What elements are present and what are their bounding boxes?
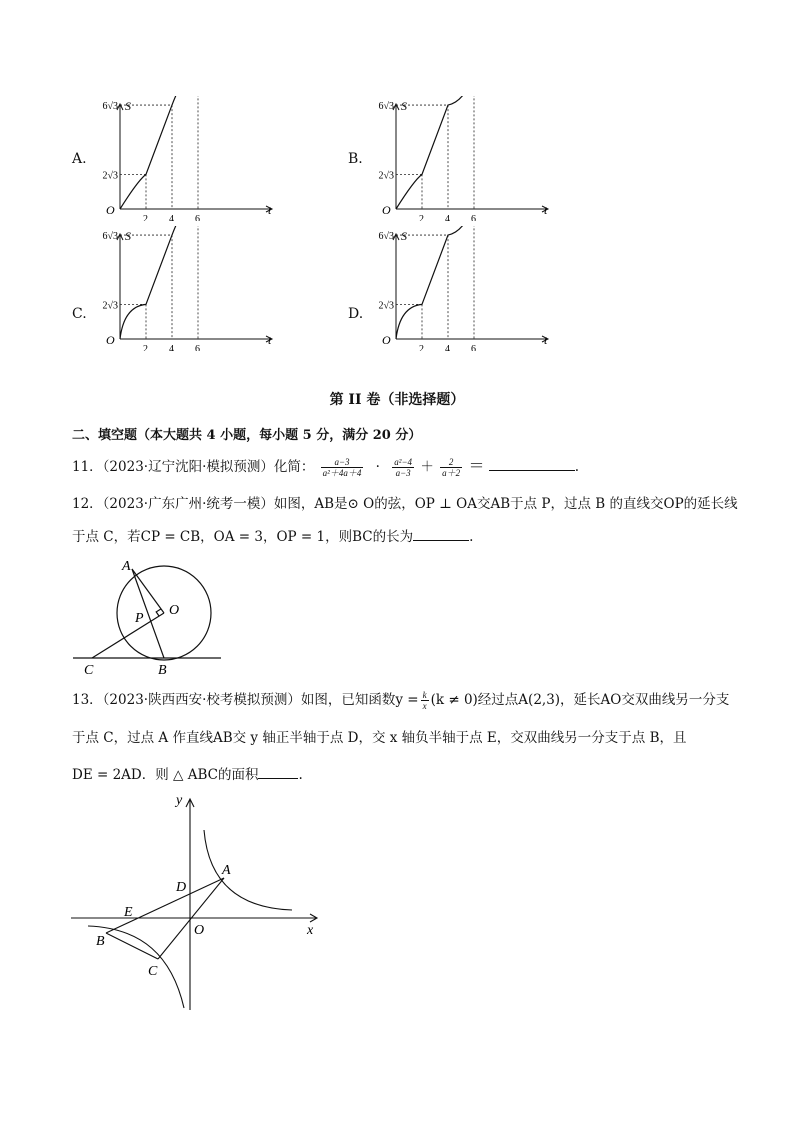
label-d: D [176,880,187,895]
q13-end: . [298,767,303,783]
x-tick-label: 2 [143,214,148,221]
option-label: D. [348,306,364,322]
circle-figure [70,556,240,680]
option-b [348,96,548,221]
q12-line-2-text: 于点 C，若CP = CB，OA = 3，OP = 1，则BC的长为 [72,529,414,545]
x-axis-label: t [544,333,548,347]
y-tick-label: 2√3 [102,170,118,182]
hyperbola-branch-upper [204,830,292,910]
question-13-line-1 [72,690,729,711]
option-label: C. [72,306,87,322]
x-tick-label: 4 [445,344,450,351]
graph-c [100,226,280,351]
x-tick-label: 6 [471,214,476,221]
q11-prefix: 11．（2023·辽宁沈阳·模拟预测）化简： [72,459,315,475]
q11-fraction-3: $\frac{2}{a+2}$ [442,457,461,478]
x-tick-label: 2 [419,214,424,221]
origin-label: O [382,203,391,217]
q11-fraction-2: $\frac{\text{a²−4}}{a-3}$ [394,457,413,478]
segment-oc [92,613,164,658]
option-a [72,96,272,221]
label-x: x [307,923,314,938]
hyperbola-figure [66,790,326,1012]
x-tick-label: 6 [195,214,200,221]
part-title: 第 II 卷（非选择题） [329,392,465,408]
answer-blank-12[interactable] [413,526,469,541]
label-e: E [124,905,133,920]
graph-curve [396,226,531,339]
option-label: A. [72,151,87,167]
q11-plus: ＋ [420,459,434,475]
graph-d [376,226,556,351]
question-12-line-2 [72,526,473,547]
graph-curve [120,226,255,339]
y-tick-label: 2√3 [378,170,394,182]
segment-bc [106,933,158,959]
question-13-line-2: 于点 C，过点 A 作直线AB交 y 轴正半轴于点 D，交 x 轴负半轴于点 E，交双曲线另一分支于点 B，且 [72,730,687,746]
graph-a [100,96,280,221]
x-tick-label: 6 [471,344,476,351]
q11-equals: ＝ [468,456,485,475]
y-tick-label: 6√3 [102,101,118,113]
graph-b [376,96,556,221]
y-axis-label: S [125,229,131,243]
q13-fraction-k-x: $\frac{k}{x}$ [422,690,427,711]
q13-line-1b: (k ≠ 0)经过点A(2,3)，延长AO交双曲线另一分支 [430,692,730,708]
x-tick-label: 4 [169,214,174,221]
answer-blank-11[interactable] [489,456,575,471]
graph-curve [396,96,531,209]
y-tick-label: 2√3 [378,300,394,312]
x-tick-label: 6 [195,344,200,351]
y-tick-label: 6√3 [378,101,394,113]
option-label: B. [348,151,363,167]
question-13-line-3 [72,764,303,785]
question-11 [72,456,579,478]
label-b: B [96,934,105,949]
origin-label: O [382,333,391,347]
y-axis-label: S [125,99,131,113]
q12-end: . [469,529,474,545]
label-y: y [176,793,183,808]
origin-label: O [106,203,115,217]
x-tick-label: 4 [445,214,450,221]
label-p: P [135,611,144,626]
q11-fraction-1: $\frac{a-3}{\text{a²＋4a＋4}}$ [322,457,362,478]
question-12-line-1: 12．（2023·广东广州·统考一模）如图，AB是⊙ O的弦，OP ⊥ OA交AB于点 P，过点 B 的直线交OP的延长线 [72,496,738,512]
q13-line-1a: 13．（2023·陕西西安·校考模拟预测）如图，已知函数y = [72,692,419,708]
x-axis-label: t [268,203,272,217]
q11-end: . [574,459,580,475]
x-tick-label: 2 [419,344,424,351]
q13-line-3-text: DE = 2AD．则 △ ABC的面积 [72,767,259,783]
y-tick-label: 2√3 [102,300,118,312]
label-a: A [222,863,231,878]
y-tick-label: 6√3 [378,231,394,243]
x-axis-label: t [268,333,272,347]
segment-oa [132,569,164,613]
label-c: C [148,964,158,979]
option-d [348,224,548,351]
origin-label: O [106,333,115,347]
label-b: B [158,663,167,678]
y-axis-label: S [401,229,407,243]
label-a: A [122,559,131,574]
label-c: C [84,663,94,678]
x-tick-label: 2 [143,344,148,351]
option-c [72,224,272,351]
y-tick-label: 6√3 [102,231,118,243]
label-o: O [194,923,205,938]
x-axis-label: t [544,203,548,217]
graph-curve [120,96,255,209]
section-heading: 二、填空题（本大题共 4 小题，每小题 5 分，满分 20 分） [72,428,422,443]
label-o: O [169,603,180,618]
x-tick-label: 4 [169,344,174,351]
q11-dot: · [375,459,380,475]
y-axis-label: S [401,99,407,113]
answer-blank-13[interactable] [258,764,298,779]
